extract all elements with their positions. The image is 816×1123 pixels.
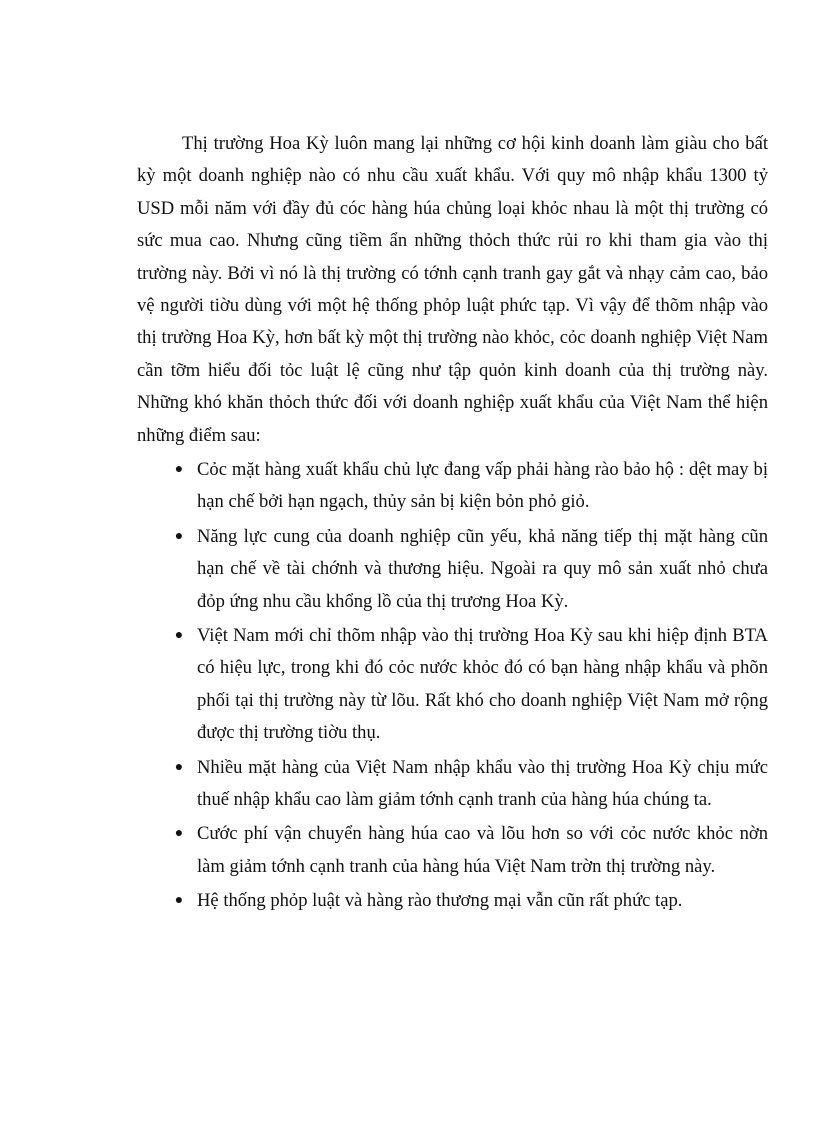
challenges-list — [137, 454, 768, 920]
bullet-icon: ● — [174, 826, 184, 842]
bullet-icon: ● — [174, 462, 184, 477]
intro-paragraph: Thị trường Hoa Kỳ luôn mang lại những cơ hội kinh doanh làm giàu cho bất kỳ một doanh nghiệp nào có nhu cầu xuất khẩu. Với quy mô nhập khẩu 1300 tỷ USD mỗi năm với đầy đủ cóc hàng húa chủng loại khỏc nhau là một thị trường có sức mua cao. Nhưng cũng tiềm ẩn những thỏch thức rủi ro khi tham gia vào thị trường này. Bởi vì nó là thị trường có tớnh cạnh tranh gay gắt và nhạy cảm cao, bảo vệ người tiờu dùng với một hệ thống phỏp luật phức tạp. Vì vậy để thõm nhập vào thị trường Hoa Kỳ, hơn bất kỳ một thị trường nào khỏc, cỏc doanh nghiệp Việt Nam cần tỡm hiểu đối tỏc luật lệ cũng như tập quỏn kinh doanh của thị trường này. Những khó khăn thỏch thức đối với doanh nghiệp xuất khẩu của Việt Nam thể hiện những điểm sau: — [137, 133, 768, 446]
list-item — [137, 521, 768, 618]
bullet-icon: ● — [174, 528, 184, 544]
list-item-text: Cước phí vận chuyển hàng húa cao và lõu hơn so với cỏc nước khỏc nờn làm giảm tớnh cạnh tranh của hàng húa Việt Nam trờn thị trường này. — [197, 823, 768, 877]
list-item — [137, 818, 768, 883]
list-item-text: Năng lực cung của doanh nghiệp cũn yếu, khả năng tiếp thị mặt hàng cũn hạn chế về tài chớnh và thương hiệu. Ngoài ra quy mô sản xuất nhỏ chưa đỏp ứng nhu cầu khổng lồ của thị trương Hoa Kỳ. — [197, 525, 768, 612]
list-item — [137, 454, 768, 519]
list-item-text: Cỏc mặt hàng xuất khẩu chủ lực đang vấp phải hàng rào bảo hộ : dệt may bị hạn chế bởi hạn ngạch, thủy sản bị kiện bỏn phỏ giỏ. — [197, 459, 768, 513]
bullet-icon: ● — [174, 628, 184, 644]
list-item — [137, 620, 768, 750]
bullet-icon: ● — [174, 759, 184, 775]
list-item-text: Nhiều mặt hàng của Việt Nam nhập khẩu vào thị trường Hoa Kỳ chịu mức thuế nhập khẩu cao làm giảm tớnh cạnh tranh của hàng húa chúng ta. — [197, 756, 768, 811]
list-item — [137, 752, 768, 817]
list-item-text: Hệ thống phỏp luật và hàng rào thương mại vẫn cũn rất phức tạp. — [197, 890, 683, 912]
list-item — [137, 885, 768, 917]
bullet-icon: ● — [174, 893, 184, 909]
list-item-text: Việt Nam mới chỉ thõm nhập vào thị trường Hoa Kỳ sau khi hiệp định BTA có hiệu lực, trong khi đó cỏc nước khỏc đó có bạn hàng nhập khẩu và phõn phối tại thị trường này từ lõu. Rất khó cho doanh nghiệp Việt Nam mở rộng được thị trường tiờu thụ. — [197, 625, 768, 744]
